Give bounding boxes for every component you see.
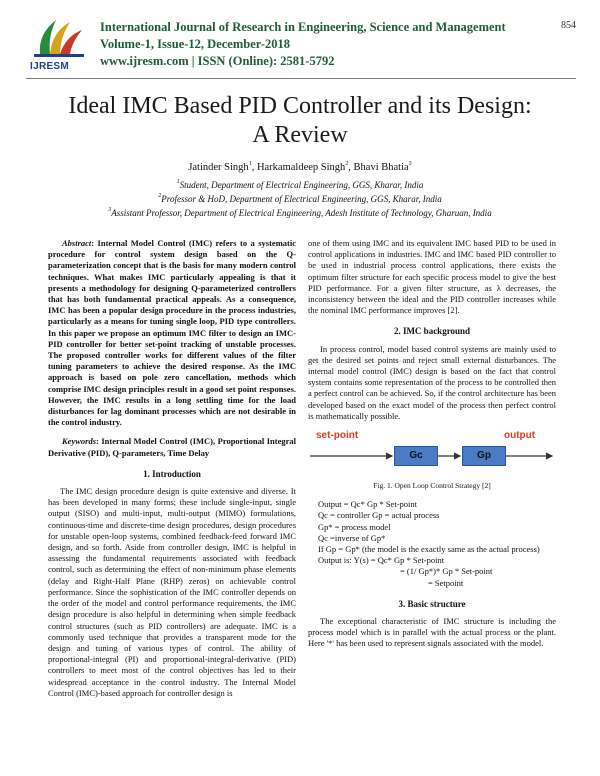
affil-3-sup: 3 — [108, 207, 112, 213]
equation-line: Qc = controller Gp = actual process — [318, 510, 440, 521]
affil-1-sup: 1 — [176, 179, 180, 185]
journal-website: www.ijresm.com | ISSN (Online): 2581-5792 — [100, 54, 335, 68]
header-divider — [26, 78, 576, 79]
equation-line: If Gp = Gp* (the model is the exactly same as the actual process) — [318, 544, 540, 555]
equation-line: Output = Qc* Gp * Set-point — [318, 499, 417, 510]
equation-line: = (1/ Gp*)* Gp * Set-point — [400, 566, 493, 577]
abstract — [48, 238, 296, 428]
journal-name: International Journal of Research in Engineering, Science and Management — [100, 20, 506, 34]
abstract-lead: Abstract — [62, 238, 92, 248]
controller-block: Gc — [394, 446, 438, 466]
keywords-lead: Keywords — [62, 436, 96, 447]
logo-graphic-icon — [26, 14, 90, 62]
journal-logo — [26, 14, 90, 74]
keywords-text: : Internal Model Control (IMC), Proportional Integral Derivative (PID), Q-parameters, Time Delay — [48, 436, 296, 458]
right-column — [308, 238, 556, 650]
equation-line: = Setpoint — [428, 577, 464, 588]
affil-2-sup: 2 — [158, 193, 162, 199]
affil-2-text: Professor & HoD, Department of Electrical Engineering, GGS, Kharar, India — [161, 194, 442, 204]
author-sep-2: , — [348, 162, 354, 173]
title-line-2: A Review — [252, 122, 348, 148]
journal-header — [26, 14, 576, 76]
keywords — [48, 436, 296, 458]
logo-text: IJRESM — [30, 61, 70, 72]
affil-1-text: Student, Department of Electrical Engineering, GGS, Kharar, India — [179, 180, 424, 190]
intro-paragraph: The IMC design procedure design is quite extensive and diverse. It has been developed in many forms; these include single-input, single output (SISO) and multi-input, multi-output (MIMO) formulations, continuous-time and discrete-time design procedures, design procedures for unstable open-loop systems, combined feedback-feed forward IMC design, and so forth. Aside from controller design, IMC is helpful in assessing the fundamental requirements associated with feedback control, such as determining the effect of non-minimum phase elements (delay and Right-Half Plane (RHP) zeros) on achievable control performance. Since the sophistication of the IMC controller depends on the order of the model and control performance requirements, the IMC design procedure is also helpful in determining when simple feedback control structures (such as PID controllers) are adequate. IMC is a commonly used technique that provides a transparent mode for the design and tuning of various types of control. The ability of proportional-integral (PI) and proportional-integral-derivative (PID) controllers to meet most of the control objectives has led to their widespread acceptance in the control industry. The Internal Model Control (IMC)-based approach for controller design is — [48, 486, 296, 698]
background-heading: 2. IMC background — [393, 326, 471, 337]
title-line-1: Ideal IMC Based PID Controller and its Design: — [68, 93, 532, 119]
paper-title — [40, 92, 560, 150]
figure-setpoint-label: set-point — [316, 430, 359, 442]
affil-3-text: Assistant Professor, Department of Electrical Engineering, Adesh Institute of Technology, Gharuan, India — [111, 208, 492, 218]
background-paragraph: In process control, model based control systems are mainly used to get the desired set points and reject small external disturbances. The internal model control (IMC) design is based on the fact that control system contains some representation of the process to be controlled then a perfect control can be achieved. So, if the control architecture has been developed based on the exact model of the process then perfect control is mathematically possible. — [308, 343, 556, 421]
author-3: Bhavi Bhatia — [353, 162, 409, 173]
equation-line: Output is: Y(s) = Qc* Gp * Set-point — [318, 555, 445, 566]
basic-structure-paragraph: The exceptional characteristic of IMC structure is including the process model which is in parallel with the actual process or the plant. Here '*' has been used to represent signals associated with the model. — [308, 616, 556, 649]
journal-volume: Volume-1, Issue-12, December-2018 — [100, 37, 291, 51]
figure-caption: Fig. 1. Open Loop Control Strategy [2] — [373, 481, 491, 491]
process-block: Gp — [462, 446, 506, 466]
equation-line: Qc =inverse of Gp* — [318, 532, 386, 543]
continued-paragraph: one of them using IMC and its equivalent IMC based PID to be used in control applications in industries. IMC and IMC based PID controller to be used in industrial process control applications, there exists the optimum filter structure for each specific process model to give the best PID performance. For a given filter structure, as λ decreases, the inconsistency between the ideal and the PID controller increases while the nominal IMC performance improves [2]. — [308, 238, 556, 316]
figure-output-label: output — [504, 430, 536, 442]
affiliation-3 — [30, 208, 570, 218]
open-loop-figure — [308, 428, 556, 478]
author-1: Jatinder Singh — [188, 162, 249, 173]
author-2: Harkamaldeep Singh — [256, 162, 346, 173]
author-2-sup: 2 — [345, 161, 349, 167]
affiliation-1 — [30, 180, 570, 190]
left-column — [48, 238, 296, 699]
author-list — [40, 162, 560, 173]
author-sep-1: , — [251, 162, 257, 173]
intro-heading: 1. Introduction — [143, 468, 201, 479]
author-3-sup: 3 — [408, 161, 412, 167]
author-1-sup: 1 — [248, 161, 252, 167]
basic-structure-heading: 3. Basic structure — [398, 598, 466, 609]
abstract-text: : Internal Model Control (IMC) refers to a systematic procedure for control system design based on the Q-parameterization concept that is the basis for many modern control techniques. What makes IMC particularly appealing is that it presents a methodology for designing Q-parameterized controllers that has both fundamental practical appeals. As a consequence, IMC has been a popular design procedure in the process industries, particularly as a means for tuning single loop, PID type controllers. In this paper we propose an optimum IMC filter to design an IMC-PID controller for better set-point tracking of unstable processes. The proposed controller works for different values of the filter tuning parameters to achieve the desired response. As the IMC approach is based on pole zero cancellation, methods which comprise IMC design principles result in a good set point responses. However, the IMC results in a long settling time for the load disturbances for lag dominant processes which are not desirable in the control industry. — [48, 238, 296, 428]
equation-line: Gp* = process model — [318, 521, 391, 532]
affiliation-2 — [30, 194, 570, 204]
page-number: 854 — [561, 20, 576, 31]
